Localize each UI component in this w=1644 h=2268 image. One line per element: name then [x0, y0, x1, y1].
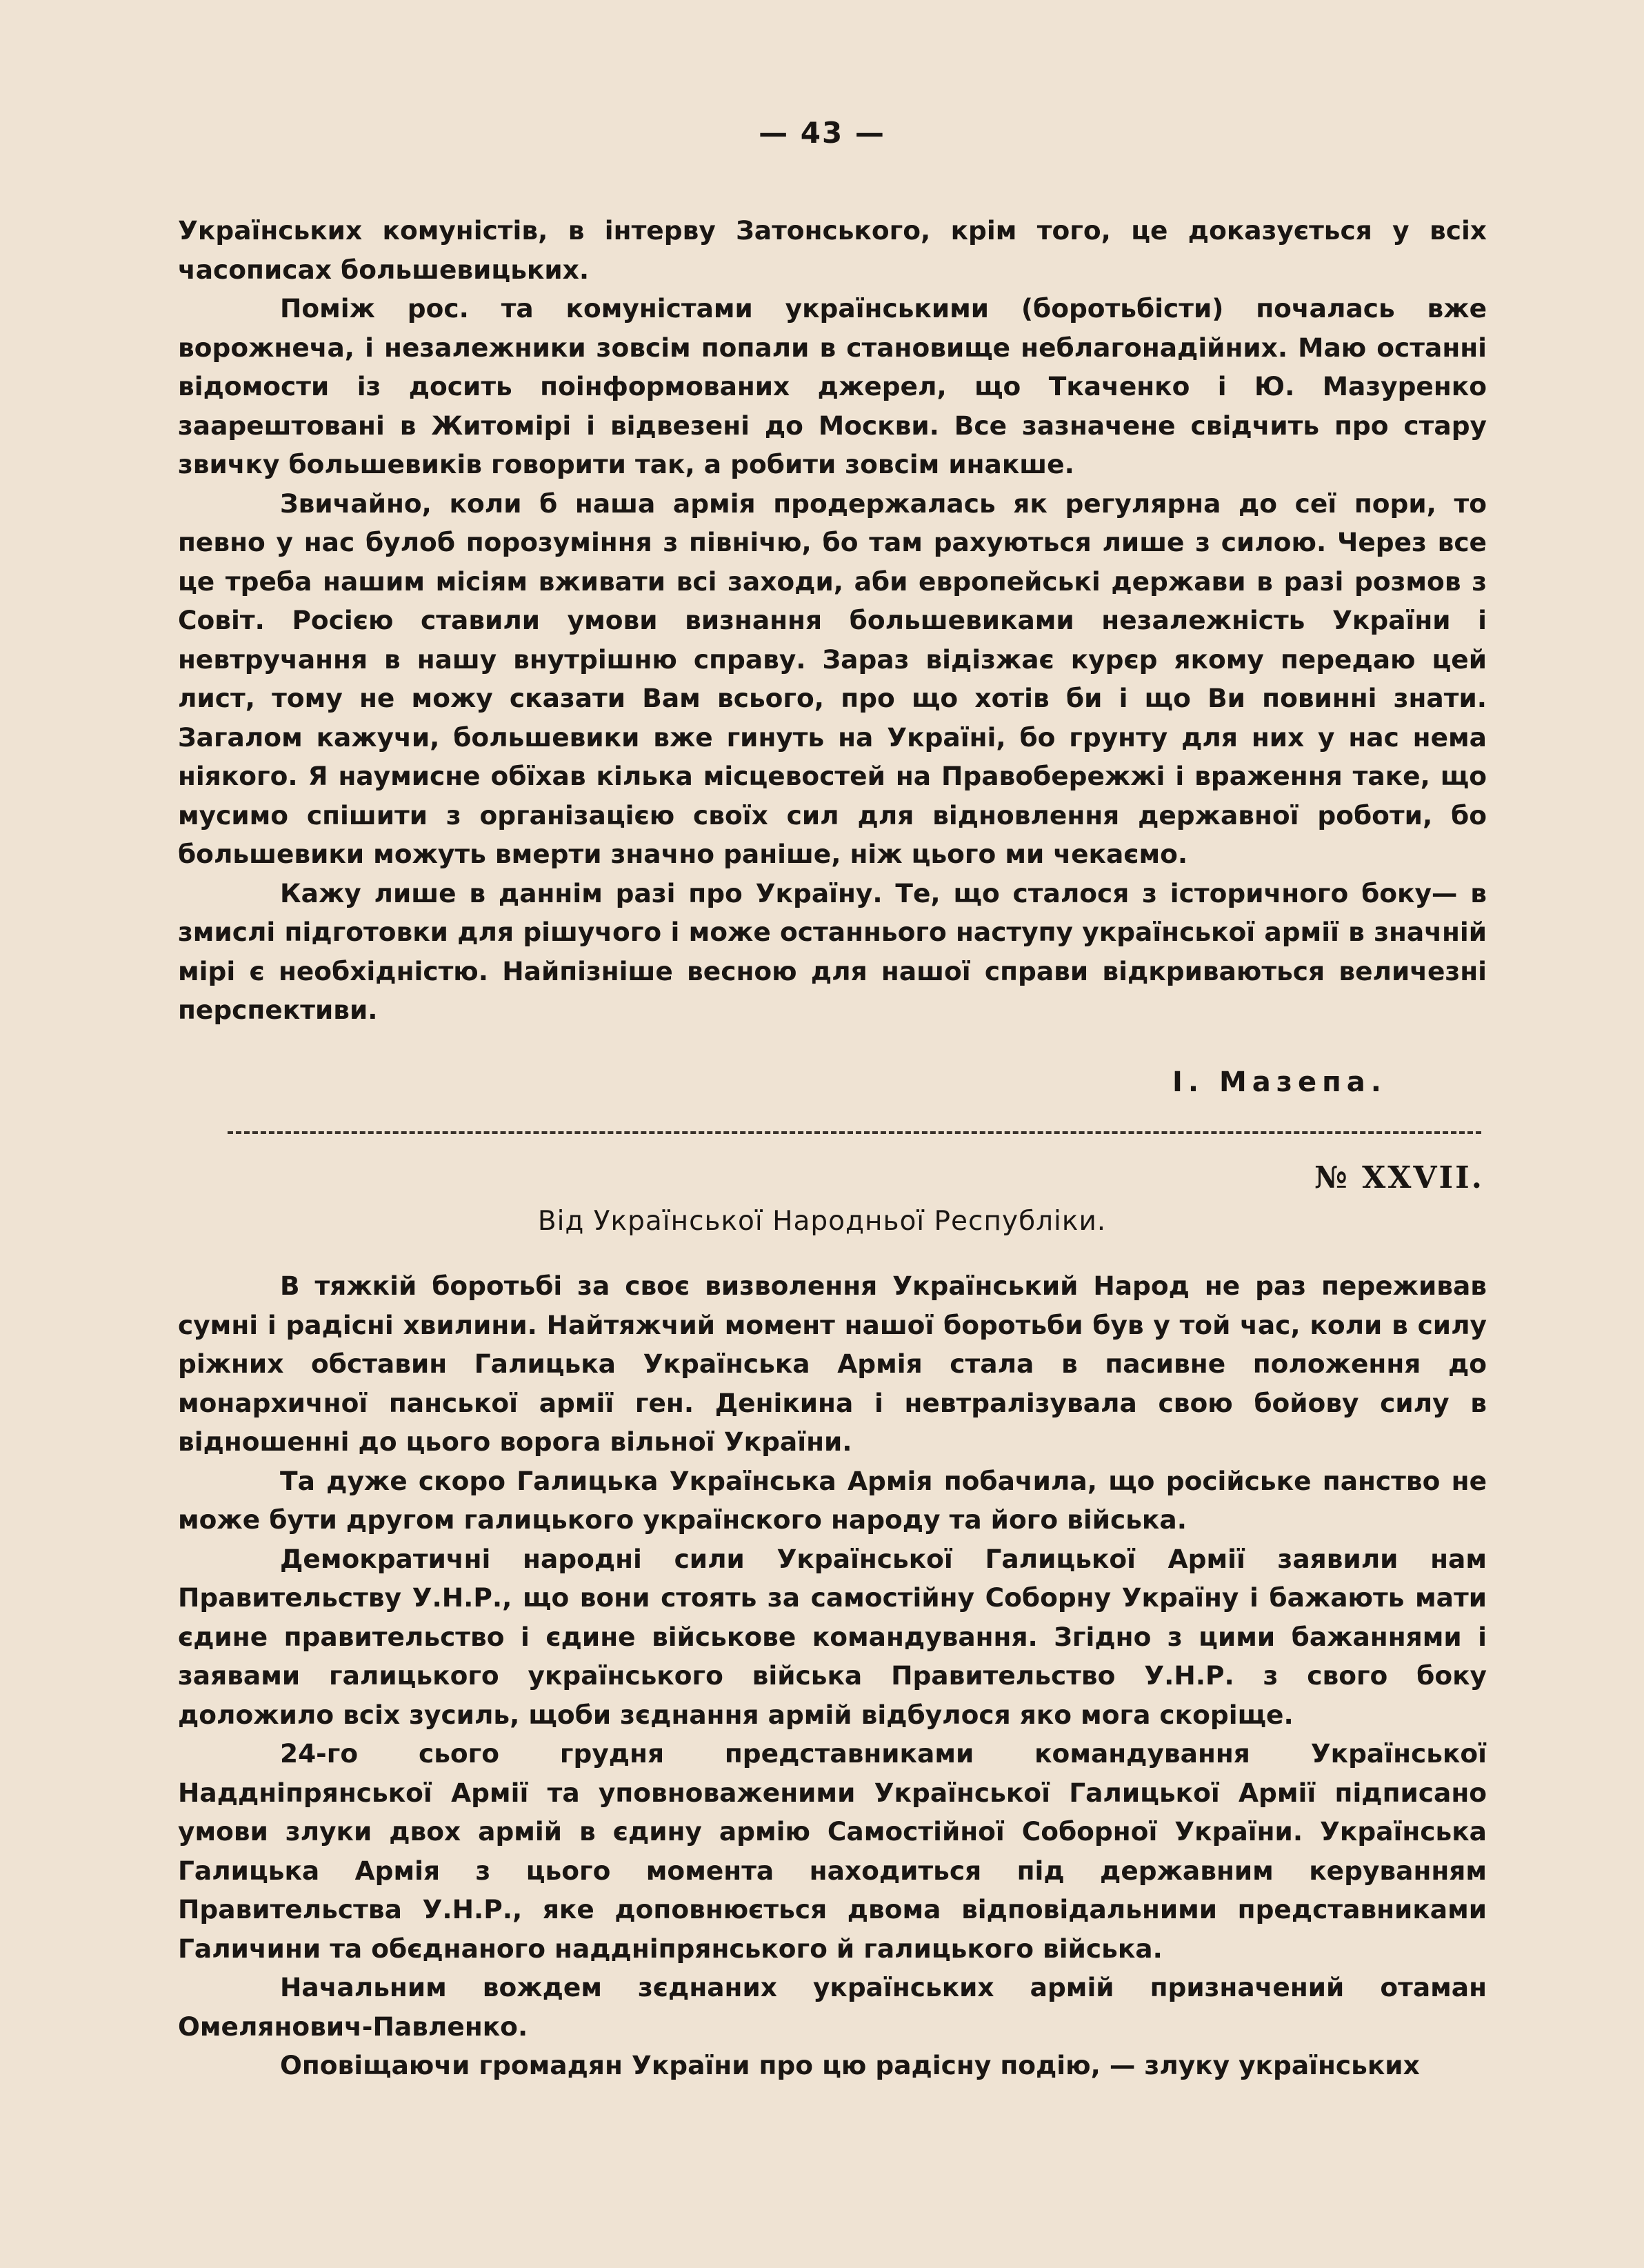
- letter-body: [178, 211, 1487, 1030]
- proclamation-body: [178, 1266, 1487, 2085]
- paragraph: Демократичні народні сили Української Галицької Армії заявили нам Правительству У.Н.Р., що вони стоять за самостійну Соборну Україну і бажають мати єдине правительство і єдине військове командування. Згідно з цими бажаннями і заявами галицького українського війська Правительство У.Н.Р. з свого боку доложило всіх зусиль, щоби зєднання армій відбулося яко мога скоріще.: [178, 1543, 1487, 1730]
- paragraph: Українських комуністів, в інтерву Затонського, крім того, це доказується у всіх часописах большевицьких.: [178, 215, 1487, 285]
- paragraph: Звичайно, коли б наша армія продержалась як регулярна до сеї пори, то певно у нас булоб порозуміння з північю, бо там рахуються лише з силою. Через все це треба нашим місіям вживати всі заходи, аби европейські держави в разі розмов з Совіт. Росією ставили умови визнання большевиками незалежність України і невтручання в нашу внутрішню справу. Зараз відізжає курєр якому передаю цей лист, тому не можу сказати Вам всього, про що хотів би і що Ви повинні знати. Загалом кажучи, большевики вже гинуть на Україні, бо грунту для них у нас нема ніякого. Я наумисне обїхав кілька місцевостей на Правобережжі і враження таке, що мусимо спішити з організацією своїх сил для відновлення державної роботи, бо большевики можуть вмерти значно раніше, ніж цього ми чекаємо.: [178, 488, 1487, 869]
- paragraph: Оповіщаючи громадян України про цю радісну подію, — злуку українських: [280, 2050, 1420, 2080]
- page-number: — 43 —: [759, 116, 885, 150]
- paragraph: Та дуже скоро Галицька Українська Армія побачила, що російське панство не може бути другом галицького українского народу та його війська.: [178, 1465, 1487, 1535]
- paragraph: 24-го сього грудня представниками командування Української Наддніпрянської Армії та уповноваженими Української Галицької Армії підписано умови злуки двох армій в єдину армію Самостійної Соборної України. Українська Галицька Армія з цього момента находиться під державним керуванням Правительства У.Н.Р., яке доповнюється двома відповідальними представниками Галичини та обєднаного наддніпрянського й галицького війська.: [178, 1738, 1487, 1964]
- document-number: № XXVII.: [1314, 1160, 1484, 1195]
- paragraph: В тяжкій боротьбі за своє визволення Український Народ не раз переживав сумні і радісні хвилини. Найтяжчий момент нашої боротьби був у той час, коли в силу ріжних обставин Галицька Українська Армія стала в пасивне положення до монархичної панської армії ген. Денікина і невтралізувала свою бойову силу в відношенні до цього ворога вільної України.: [178, 1271, 1487, 1457]
- document-title: Від Української Народньої Республіки.: [537, 1206, 1107, 1237]
- paragraph: Поміж рос. та комуністами українськими (боротьбісти) почалась вже ворожнеча, і незалежники зовсім попали в становище неблагонадійних. Маю останні відомости із досить поінформованих джерел, що Ткаченко і Ю. Мазуренко заарештовані в Житомірі і відвезені до Москви. Все зазначене свідчить про стару звичку большевиків говорити так, а робити зовсім инакше.: [178, 293, 1487, 479]
- paragraph: Кажу лише в даннім разі про Україну. Те, що сталося з історичного боку— в змислі підготовки для рішучого і може останнього наступу української армії в значній мірі є необхідністю. Найпізніше весною для нашої справи відкриваються величезні перспективи.: [178, 877, 1487, 1025]
- section-divider: [228, 1131, 1481, 1134]
- paragraph: Начальним вождем зєднаних українських армій призначений отаман Омелянович-Павленко.: [178, 1972, 1487, 2042]
- signature: І. Мазепа.: [1172, 1066, 1387, 1098]
